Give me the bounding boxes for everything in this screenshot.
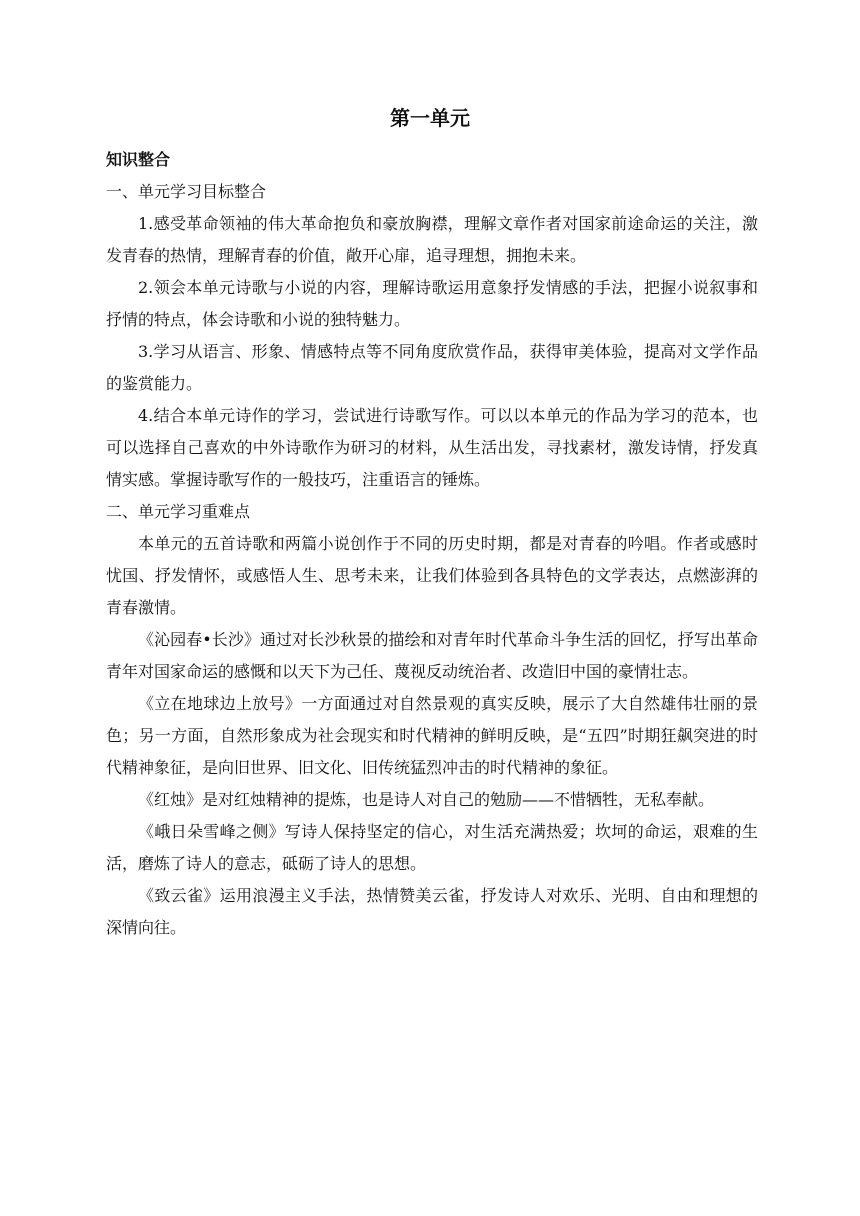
part2-heading: 二、单元学习重难点 xyxy=(106,502,251,521)
section-heading: 知识整合 xyxy=(106,150,171,169)
key-point-changsha: 《沁园春•长沙》通过对长沙秋景的描绘和对青年时代革命斗争生活的回忆，抒写出革命青年对国家命运的感慨和以天下为己任、蔑视反动统治者、改造旧中国的豪情壮志。 xyxy=(106,630,758,681)
key-point-eriduo: 《峨日朵雪峰之侧》写诗人保持坚定的信心，对生活充满热爱；坎坷的命运，艰难的生活，磨炼了诗人的意志，砥砺了诗人的思想。 xyxy=(106,822,758,873)
goal-item-4: 4.结合本单元诗作的学习，尝试进行诗歌写作。可以以本单元的作品为学习的范本，也可以选择自己喜欢的中外诗歌作为研习的材料，从生活出发，寻找素材，激发诗情，抒发真情实感。掌握诗歌写作的一般技巧，注重语言的锤炼。 xyxy=(106,406,758,489)
page-title: 第一单元 xyxy=(390,106,470,130)
key-point-fanghao: 《立在地球边上放号》一方面通过对自然景观的真实反映，展示了大自然雄伟壮丽的景色；另一方面，自然形象成为社会现实和时代精神的鲜明反映，是“五四”时期狂飙突进的时代精神象征，是向旧世界、旧文化、旧传统猛烈冲击的时代精神的象征。 xyxy=(106,694,758,777)
key-point-hongzhu: 《红烛》是对红烛精神的提炼，也是诗人对自己的勉励——不惜牺牲，无私奉献。 xyxy=(138,790,715,809)
part1-heading: 一、单元学习目标整合 xyxy=(106,182,267,201)
goal-item-3: 3.学习从语言、形象、情感特点等不同角度欣赏作品，获得审美体验，提高对文学作品的鉴赏能力。 xyxy=(106,342,758,393)
document-body xyxy=(106,144,758,944)
goal-item-2: 2.领会本单元诗歌与小说的内容，理解诗歌运用意象抒发情感的手法，把握小说叙事和抒情的特点，体会诗歌和小说的独特魅力。 xyxy=(106,278,758,329)
key-point-intro: 本单元的五首诗歌和两篇小说创作于不同的历史时期，都是对青春的吟唱。作者或感时忧国、抒发情怀，或感悟人生、思考未来，让我们体验到各具特色的文学表达，点燃澎湃的青春激情。 xyxy=(106,534,758,617)
key-point-yunque: 《致云雀》运用浪漫主义手法，热情赞美云雀，抒发诗人对欢乐、光明、自由和理想的深情向往。 xyxy=(106,886,758,937)
goal-item-1: 1.感受革命领袖的伟大革命抱负和豪放胸襟，理解文章作者对国家前途命运的关注，激发青春的热情，理解青春的价值，敞开心扉，追寻理想，拥抱未来。 xyxy=(106,214,758,265)
